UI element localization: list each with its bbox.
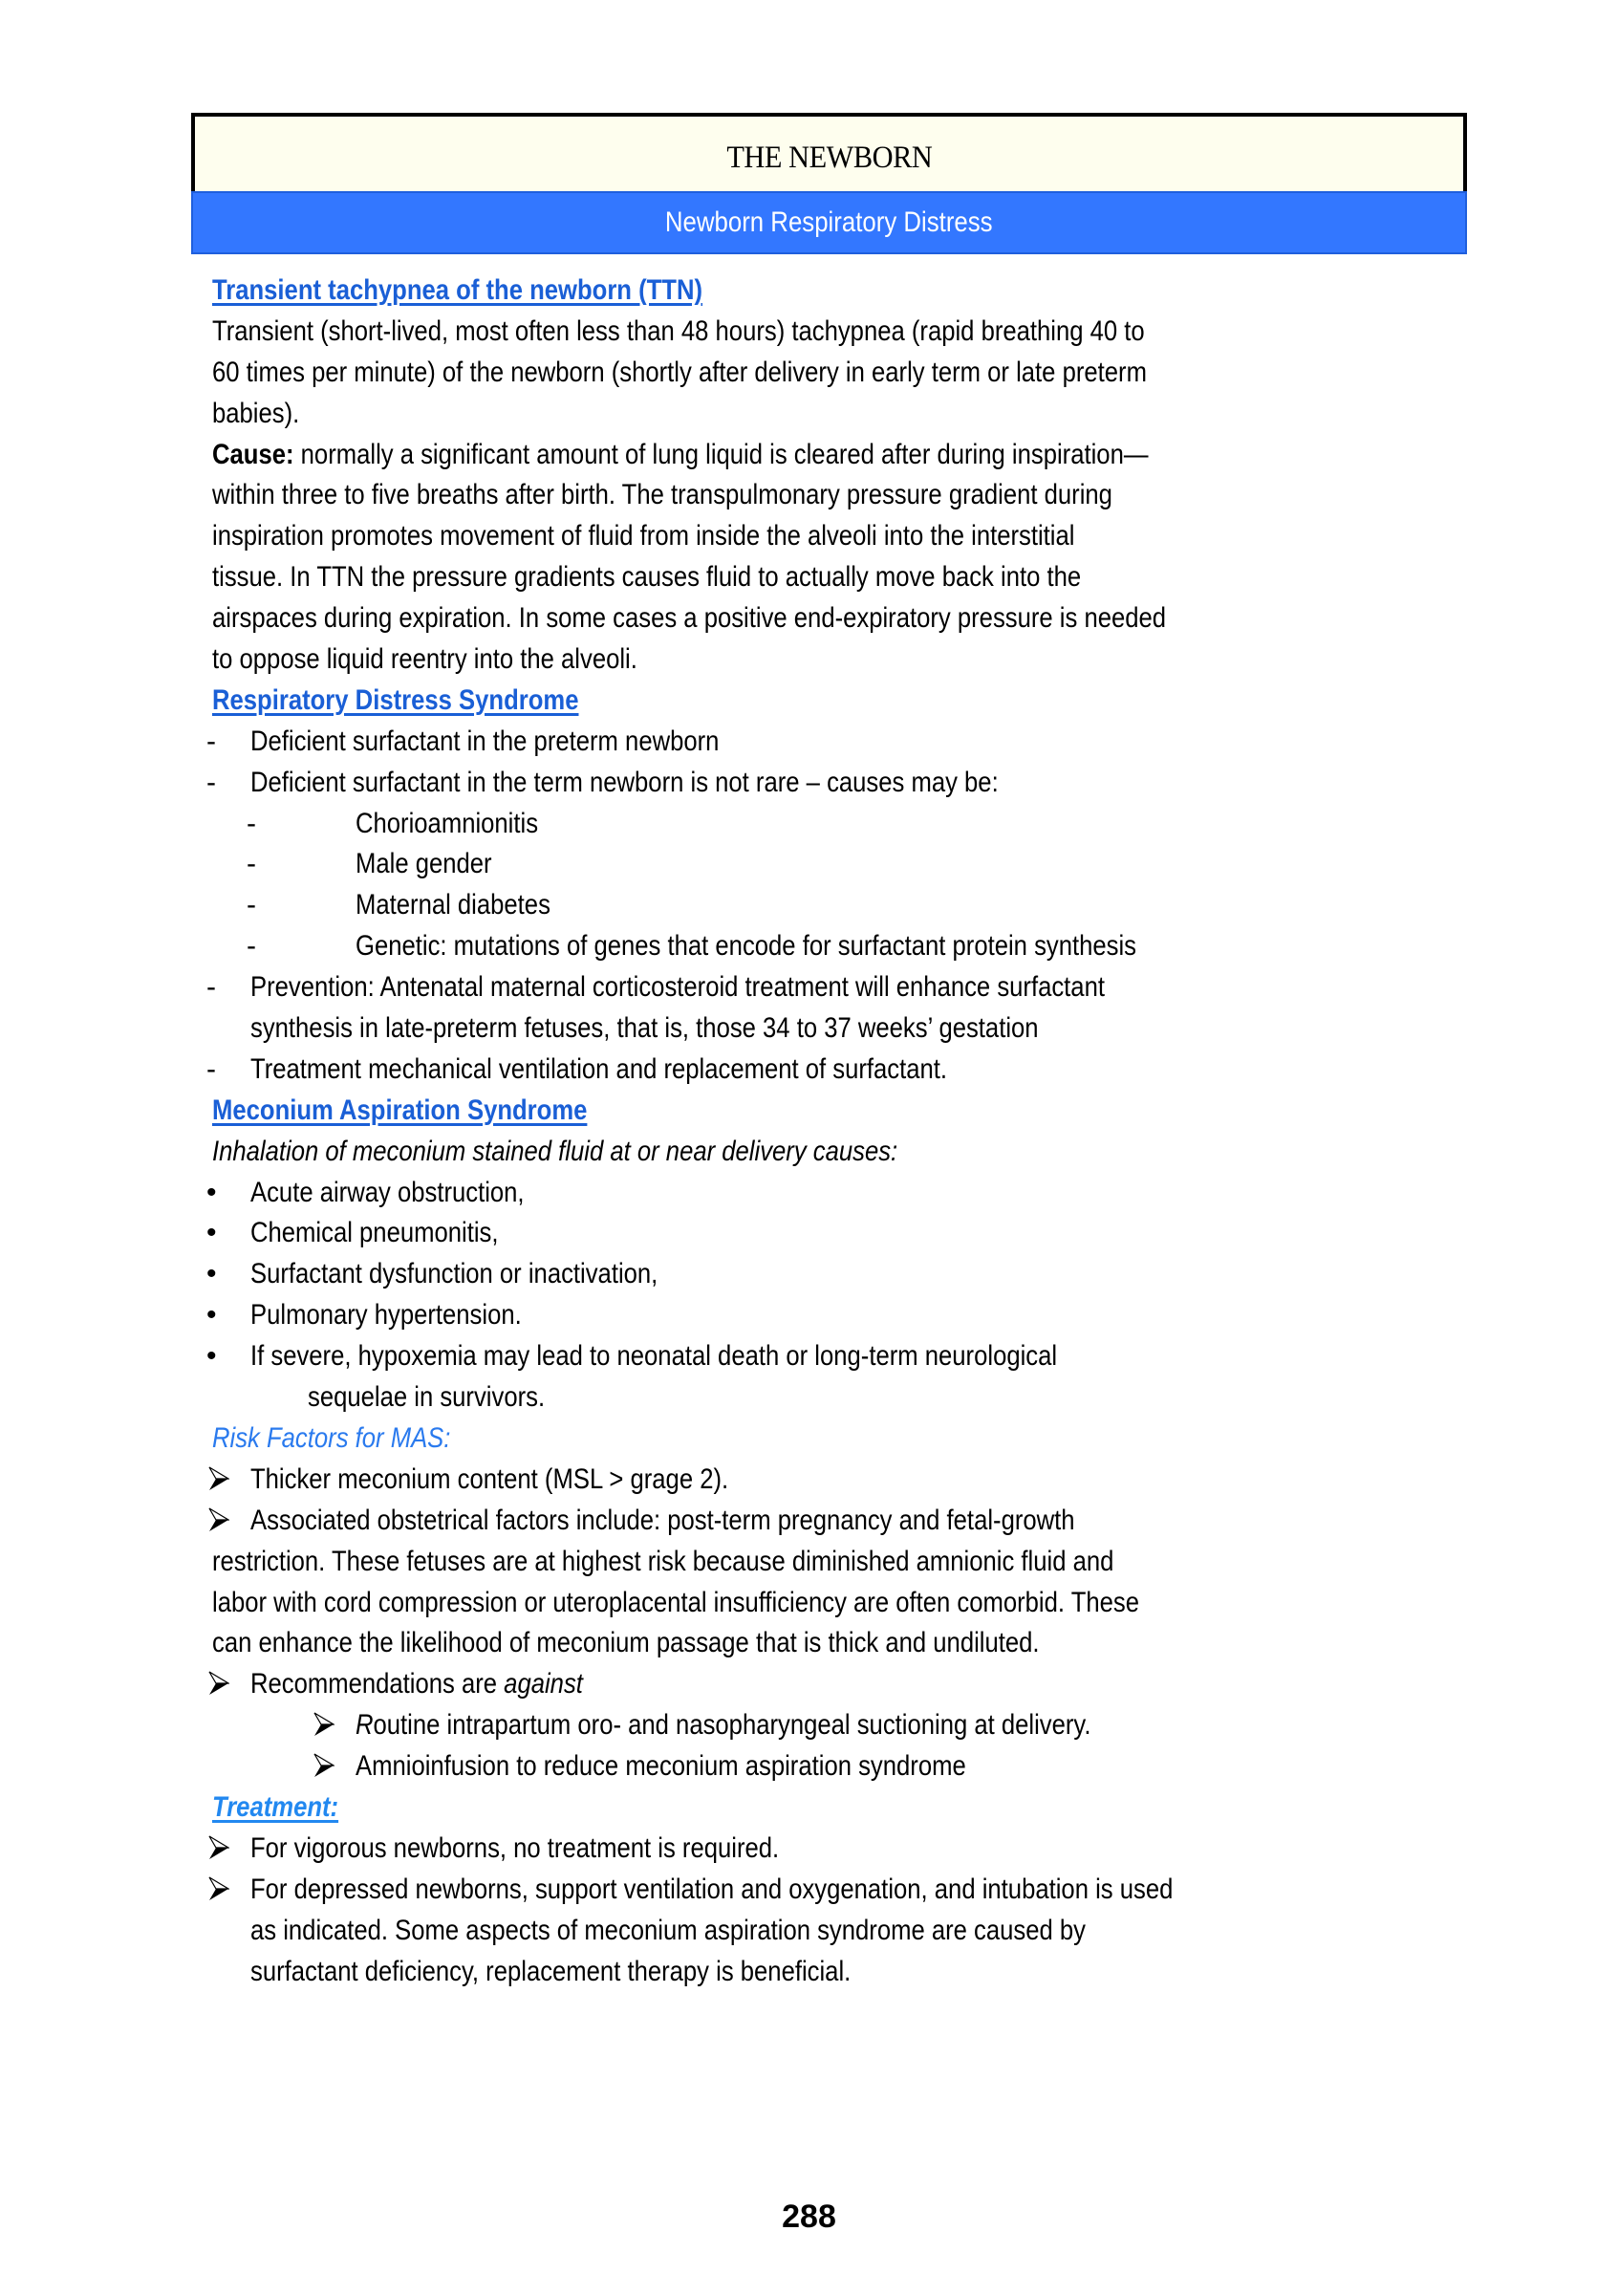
ttn-cause-line: to oppose liquid reentry into the alveoli. [212, 643, 637, 676]
page-content [206, 271, 1474, 1992]
round-bullet-icon: • [206, 1340, 217, 1373]
mas-intro: Inhalation of meconium stained fluid at or near delivery causes: [212, 1135, 898, 1167]
ttn-heading-line [212, 271, 1474, 312]
ttn-cause-line: airspaces during expiration. In some cases a positive end-expiratory pressure is needed [212, 602, 1167, 635]
risk-item-continuation: can enhance the likelihood of meconium passage that is thick and undiluted. [212, 1627, 1040, 1659]
mas-list-item: • Acute airway obstruction, [212, 1173, 1474, 1214]
arrowhead-bullet-icon [208, 1501, 229, 1542]
chapter-title-bar [191, 113, 1467, 191]
dash-bullet-icon: - [247, 930, 256, 963]
round-bullet-icon: • [206, 1258, 217, 1290]
chapter-title: THE NEWBORN [725, 140, 933, 175]
dash-bullet-icon: - [247, 848, 256, 880]
section-title: Newborn Respiratory Distress [665, 206, 993, 238]
ttn-cause-line: within three to five breaths after birth. The transpulmonary pressure gradient during [212, 479, 1112, 511]
mas-heading-line [212, 1091, 1474, 1132]
rds-cause-item: - Chorioamnionitis [212, 804, 1474, 845]
arrowhead-bullet-icon [313, 1705, 334, 1746]
risk-item: Thicker meconium content (MSL > grage 2). [212, 1460, 1474, 1501]
treatment-item-continuation: as indicated. Some aspects of meconium aspiration syndrome are caused by [250, 1914, 1086, 1946]
rds-heading-line [212, 681, 1474, 722]
ttn-definition-line: 60 times per minute) of the newborn (shortly after delivery in early term or late preterm [212, 356, 1147, 388]
arrowhead-bullet-icon [313, 1746, 334, 1787]
dash-bullet-icon: - [206, 1052, 216, 1085]
mas-list-item: • Chemical pneumonitis, [212, 1213, 1474, 1254]
arrowhead-bullet-icon [208, 1870, 229, 1911]
mas-heading: Meconium Aspiration Syndrome [212, 1094, 588, 1126]
treatment-item: For vigorous newborns, no treatment is required. [212, 1829, 1474, 1870]
mas-list-item: • If severe, hypoxemia may lead to neonatal death or long-term neurological [212, 1336, 1474, 1377]
dash-bullet-icon: - [247, 807, 256, 839]
treatment-item: For depressed newborns, support ventilation and oxygenation, and intubation is used [212, 1870, 1474, 1911]
rds-heading: Respiratory Distress Syndrome [212, 683, 579, 716]
mas-list-item-continuation: sequelae in survivors. [308, 1381, 546, 1414]
risk-item-continuation: restriction. These fetuses are at highest risk because diminished amnionic fluid and [212, 1545, 1114, 1577]
round-bullet-icon: • [206, 1217, 217, 1249]
dash-bullet-icon: - [206, 725, 216, 757]
ttn-cause-line: tissue. In TTN the pressure gradients causes fluid to actually move back into the [212, 561, 1082, 594]
treatment-heading: Treatment: [212, 1790, 339, 1823]
cause-label: Cause: [212, 438, 294, 470]
risk-item: Recommendations are against [212, 1664, 1474, 1705]
against-item: Routine intrapartum oro- and nasopharyngeal suctioning at delivery. [212, 1705, 1474, 1746]
risk-heading: Risk Factors for MAS: [212, 1421, 451, 1454]
risk-heading-line [212, 1419, 1474, 1460]
arrowhead-bullet-icon [208, 1460, 229, 1501]
rds-prevention-continuation: synthesis in late-preterm fetuses, that is, those 34 to 37 weeks’ gestation [250, 1012, 1039, 1045]
ttn-cause-line: inspiration promotes movement of fluid from inside the alveoli into the interstitial [212, 520, 1075, 552]
treatment-heading-line [212, 1787, 1474, 1829]
ttn-heading: Transient tachypnea of the newborn (TTN) [212, 274, 703, 306]
rds-treatment-item: - Treatment mechanical ventilation and replacement of surfactant. [212, 1050, 1474, 1091]
arrowhead-bullet-icon [208, 1664, 229, 1705]
page-number: 288 [782, 2199, 836, 2235]
mas-list-item: • Pulmonary hypertension. [212, 1295, 1474, 1336]
round-bullet-icon: • [206, 1176, 217, 1208]
section-title-bar [191, 191, 1467, 254]
ttn-definition-line: babies). [212, 397, 300, 429]
arrowhead-bullet-icon [208, 1829, 229, 1870]
against-item: Amnioinfusion to reduce meconium aspiration syndrome [212, 1746, 1474, 1787]
rds-prevention-item: - Prevention: Antenatal maternal corticosteroid treatment will enhance surfactant [212, 967, 1474, 1008]
dash-bullet-icon: - [206, 766, 216, 798]
rds-cause-item: - Genetic: mutations of genes that encode for surfactant protein synthesis [212, 926, 1474, 967]
rds-cause-item: - Maternal diabetes [212, 885, 1474, 926]
rds-list-item: - Deficient surfactant in the preterm newborn [212, 722, 1474, 763]
chapter-header [191, 113, 1467, 254]
risk-item: Associated obstetrical factors include: post-term pregnancy and fetal-growth [212, 1501, 1474, 1542]
risk-item-continuation: labor with cord compression or uteroplacental insufficiency are often comorbid. These [212, 1586, 1139, 1618]
dash-bullet-icon: - [247, 889, 256, 921]
dash-bullet-icon: - [206, 971, 216, 1004]
ttn-definition-line: Transient (short-lived, most often less than 48 hours) tachypnea (rapid breathing 40 to [212, 314, 1145, 347]
mas-intro-line [212, 1132, 1474, 1173]
rds-list-item: - Deficient surfactant in the term newborn is not rare – causes may be: [212, 763, 1474, 804]
ttn-cause-line: Cause: normally a significant amount of lung liquid is cleared after during inspiration— [212, 438, 1149, 470]
treatment-item-continuation: surfactant deficiency, replacement therapy is beneficial. [250, 1955, 852, 1987]
round-bullet-icon: • [206, 1299, 217, 1332]
rds-cause-item: - Male gender [212, 844, 1474, 885]
mas-list-item: • Surfactant dysfunction or inactivation, [212, 1254, 1474, 1295]
